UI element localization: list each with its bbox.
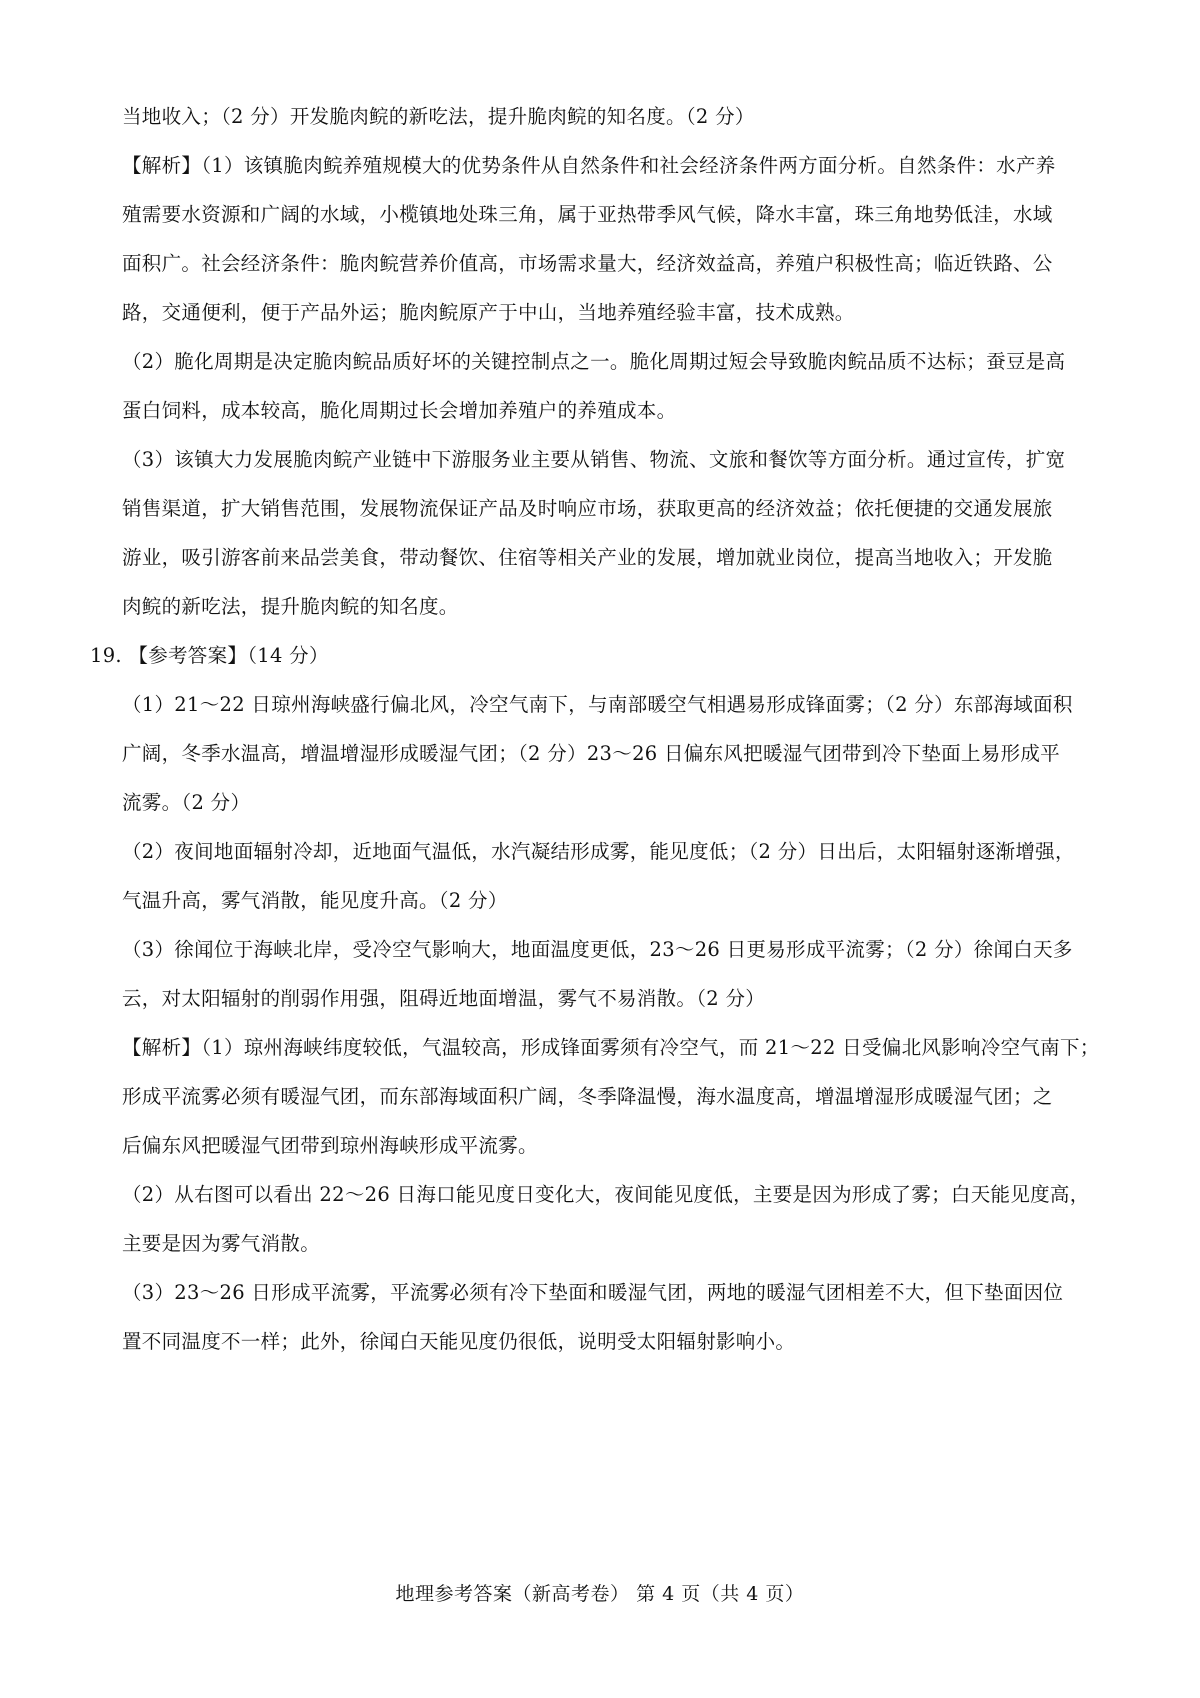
text-line: （2）脆化周期是决定脆肉鲩品质好坏的关键控制点之一。脆化周期过短会导致脆肉鲩品质不达标；蚕豆是高: [122, 350, 1066, 373]
question-heading: 19. 【参考答案】（14 分）: [90, 644, 329, 667]
text-line: 置不同温度不一样；此外，徐闻白天能见度仍很低，说明受太阳辐射影响小。: [122, 1330, 796, 1353]
text-line: （3）23～26 日形成平流雾，平流雾必须有冷下垫面和暖湿气团，两地的暖湿气团相差不大，但下垫面因位: [122, 1281, 1064, 1304]
page-footer: 地理参考答案（新高考卷） 第 4 页（共 4 页）: [395, 1583, 805, 1605]
text-line: 广阔，冬季水温高，增温增湿形成暖湿气团；（2 分）23～26 日偏东风把暖湿气团带到冷下垫面上易形成平: [122, 742, 1060, 765]
text-line: 主要是因为雾气消散。: [122, 1232, 321, 1255]
text-line: 当地收入；（2 分）开发脆肉鲩的新吃法，提升脆肉鲩的知名度。（2 分）: [122, 105, 755, 128]
text-line: 肉鲩的新吃法，提升脆肉鲩的知名度。: [122, 595, 459, 618]
text-line: 面积广。社会经济条件：脆肉鲩营养价值高，市场需求量大，经济效益高，养殖户积极性高；临近铁路、公: [122, 252, 1053, 275]
text-line: 后偏东风把暖湿气团带到琼州海峡形成平流雾。: [122, 1134, 538, 1157]
text-line: （3）该镇大力发展脆肉鲩产业链中下游服务业主要从销售、物流、文旅和餐饮等方面分析。通过宣传，扩宽: [122, 448, 1066, 471]
text-line: （2）从右图可以看出 22～26 日海口能见度日变化大，夜间能见度低，主要是因为形成了雾；白天能见度高，: [122, 1183, 1090, 1206]
text-line: 云，对太阳辐射的削弱作用强，阻碍近地面增温，雾气不易消散。（2 分）: [122, 987, 766, 1010]
text-line: （1）21～22 日琼州海峡盛行偏北风，冷空气南下，与南部暖空气相遇易形成锋面雾；（2 分）东部海域面积: [122, 693, 1073, 716]
text-line: 气温升高，雾气消散，能见度升高。（2 分）: [122, 889, 508, 912]
text-line: 蛋白饲料，成本较高，脆化周期过长会增加养殖户的养殖成本。: [122, 399, 677, 422]
text-line: 【解析】（1）琼州海峡纬度较低，气温较高，形成锋面雾须有冷空气，而 21～22 日受偏北风影响冷空气南下；: [122, 1036, 1100, 1059]
document-body: [90, 92, 1112, 1366]
text-line: 殖需要水资源和广阔的水域，小榄镇地处珠三角，属于亚热带季风气候，降水丰富，珠三角地势低洼，水域: [122, 203, 1053, 226]
text-line: 路，交通便利，便于产品外运；脆肉鲩原产于中山，当地养殖经验丰富，技术成熟。: [122, 301, 855, 324]
text-line: 流雾。（2 分）: [122, 791, 251, 814]
text-line: 游业，吸引游客前来品尝美食，带动餐饮、住宿等相关产业的发展，增加就业岗位，提高当地收入；开发脆: [122, 546, 1053, 569]
text-line: 形成平流雾必须有暖湿气团，而东部海域面积广阔，冬季降温慢，海水温度高，增温增湿形成暖湿气团；之: [122, 1085, 1053, 1108]
text-line: 【解析】（1）该镇脆肉鲩养殖规模大的优势条件从自然条件和社会经济条件两方面分析。自然条件：水产养: [122, 154, 1056, 177]
text-line: 销售渠道，扩大销售范围，发展物流保证产品及时响应市场，获取更高的经济效益；依托便捷的交通发展旅: [122, 497, 1053, 520]
text-line: （2）夜间地面辐射冷却，近地面气温低，水汽凝结形成雾，能见度低；（2 分）日出后，太阳辐射逐渐增强，: [122, 840, 1075, 863]
text-line: （3）徐闻位于海峡北岸，受冷空气影响大，地面温度更低，23～26 日更易形成平流雾；（2 分）徐闻白天多: [122, 938, 1073, 961]
